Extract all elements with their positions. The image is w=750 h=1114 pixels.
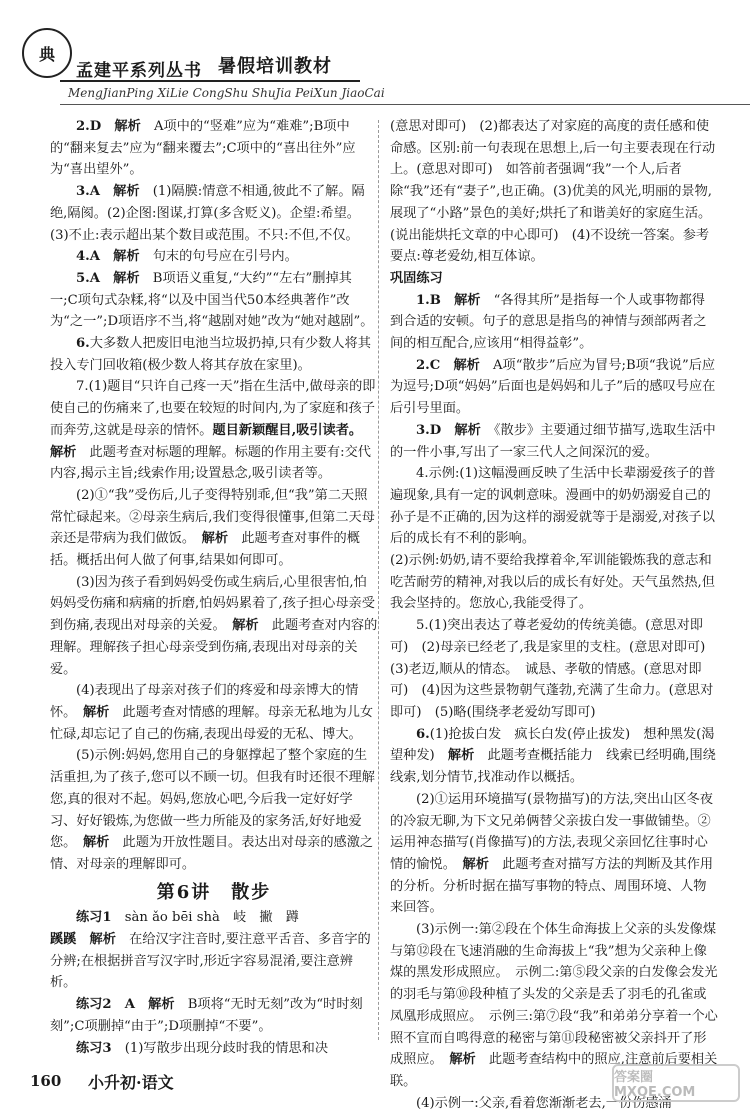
answer-paragraph: 练习2 A 解析 B项将“无时无刻”改为“时时刻刻”;C项删掉“由于”;D项删掉“不要”。 [50,997,363,1034]
answer-paragraph: 5.(1)突出表达了尊老爱幼的传统美德。(意思对即可) (2)母亲已经老了,我是家里的支柱。(意思对即可) (3)老迈,顺从的情态。 诚恳、孝敬的情感。(意思对即可) (4)因为这些景物朝气蓬勃,充满了生命力。(意思对即可) (5)略(围绕孝老爱幼写即可) [390,618,719,720]
answer-paragraph: 2.D 解析 A项中的“竖难”应为“难难”;B项中的“翻来复去”应为“翻来覆去”;C项中的“喜出往外”应为“喜出望外”。 [50,119,356,178]
series-title: 孟建平系列丛书 [76,61,202,81]
answer-paragraph: 巩固练习 [390,270,443,286]
watermark-logo: 答案圈 MXQE.COM [612,1064,740,1102]
left-column [50,116,378,1059]
answer-paragraph: 练习3 (1)写散步出现分歧时我的情思和决 [76,1040,329,1056]
answer-paragraph: 7.(1)题目“只许自己疼一天”指在生活中,做母亲的即使自己的伤痛来了,也要在较短的时间内,为了家庭和孩子而奔劳,这就是母亲的情怀。题目新颖醒目,吸引读者。 解析 此题考查对标题的理解。标题的作用主要有:交代内容,揭示主旨;线索作用;设置悬念,吸引读者等。 [50,379,376,482]
left-answers [50,116,378,876]
answer-paragraph: 1.B 解析 “各得其所”是指每一个人或事物都得到合适的安顿。句子的意思是指鸟的神情与颈部两者之间的相互配合,应该用“相得益彰”。 [390,292,707,352]
header-pinyin: MengJianPing XiLie CongShu ShuJia PeiXun JiaoCai [68,86,385,100]
answer-paragraph: 3.D 解析 《散步》主要通过细节描写,选取生活中的一件小事,写出了一家三代人之间深沉的爱。 [390,422,716,460]
page-header [0,0,750,112]
answer-paragraph: (4)示例一:父亲,看着您渐渐老去,一份伤感涌 [416,1095,672,1111]
page-footer [0,1060,750,1103]
answer-paragraph: 4.A 解析 句末的句号应在引号内。 [76,249,298,265]
column-divider [378,120,379,1040]
answer-paragraph: 6.(1)抢拔白发 疯长白发(停止拔发) 想种黑发(渴望种发) 解析 此题考查概括能力 线索已经明确,围绕线索,划分情节,找准动作以概括。 [390,726,716,786]
answer-paragraph: (5)示例:妈妈,您用自己的身躯撑起了整个家庭的生活重担,为了孩子,您可以不顾一切。但我有时还很不理解您,真的很对不起。妈妈,您放心吧,今后我一定好好学习、好好锻炼,为您做一些力所能及的家务活,好好地爱您。 解析 此题为开放性题目。表达出对母亲的感激之情、对母亲的理解即可。 [50,748,375,872]
answer-paragraph: (2)①运用环境描写(景物描写)的方法,突出山区冬夜的冷寂无聊,为下文兄弟俩替父亲拔白发一事做铺垫。②运用神态描写(肖像描写)的方法,表现父亲回忆往事时心情的愉悦。 解析 此题考查对描写方法的判断及其作用的分析。分析时据在描写事物的特点、周围环境、人物来回答。 [390,791,714,916]
answer-paragraph: (4)表现出了母亲对孩子们的疼爱和母亲博大的情怀。 解析 此题考查对情感的理解。母亲无私地为儿女忙碌,却忘记了自己的伤痛,表现出母爱的无私、博大。 [50,683,374,742]
page-number: 160 [30,1072,62,1090]
right-column [390,116,718,1114]
answer-paragraph: 4.示例:(1)这幅漫画反映了生活中长辈溺爱孩子的普遍现象,具有一定的讽刺意味。漫画中的奶奶溺爱自己的孙子是不正确的,因为这样的溺爱就等于是溺爱,对孩子以后的成长有不利的影响。 [390,466,716,547]
lecture-answers [50,907,378,1059]
publisher-logo: 典 [22,28,72,78]
answer-paragraph: 2.C 解析 A项“散步”后应为冒号;B项“我说”后应为逗号;D项“妈妈”后面也是妈妈和儿子”后的感叹号应在后引号里面。 [390,357,716,417]
lecture-title: 第6讲 散步 [156,881,272,903]
answer-paragraph: (3)因为孩子看到妈妈受伤或生病后,心里很害怕,怕妈妈受伤痛和病痛的折磨,怕妈妈累着了,孩子担心母亲受到伤痛,表现出对母亲的关爱。 解析 此题考查对内容的理解。理解孩子担心母亲受到伤痛,表现出对母亲的关爱。 [50,574,378,677]
footer-brand: 小升初·语文 [88,1073,174,1092]
book-title: 暑假培训教材 [218,56,332,77]
answer-paragraph: 练习1 sàn ǎo bēi shà 岐 撇 蹲 [76,910,299,926]
answer-paragraph: (2)①“我”受伤后,儿子变得特别乖,但“我”第二天照常忙碌起来。②母亲生病后,我们变得很懂事,但第二天母亲还是带病为我们做饭。 解析 此题考查对事件的概括。概括出何人做了何事,结果如何即可。 [50,487,375,569]
answer-paragraph: 5.A 解析 B项语义重复,“大约”“左右”删掉其一;C项句式杂糅,将“以及中国当代50本经典著作”改为“之一”;D项语序不当,将“越剧对她”改为“她对越剧”。 [50,270,374,330]
header-rule [60,80,360,82]
answer-paragraph: 3.A 解析 (1)隔膜:情意不相通,彼此不了解。隔绝,隔阂。(2)企图:图谋,打算(多含贬义)。企望:希望。(3)不止:表示超出某个数目或范围。不只:不但,不仅。 [50,184,365,243]
right-answers [390,116,718,1114]
header-rule-bottom [60,104,750,105]
answer-paragraph: (3)示例一:第②段在个体生命海拔上父亲的头发像煤与第⑫段在飞速消融的生命海拔上“我”想为父亲种上像煤的黑发形成照应。 示例二:第⑤段父亲的白发像会发光的羽毛与第⑩段种植了头发的父亲是丢了羽毛的孔雀或凤凰形成照应。 示例三:第⑦段“我”和弟弟分享着一个心照不宣而自鸣得意的秘密与第⑪段秘密被父亲抖开了形成照应。 解析 此题考查结构中的照应,注意前后要相关联。 [390,922,718,1089]
answer-paragraph: (意思对即可) (2)都表达了对家庭的高度的责任感和使命感。区别:前一句表现在思想上,后一句主要表现在行动上。(意思对即可) 如答前者强调“我”一个人,后者除“我”还有“妻子”,也正确。(3)优美的风光,明丽的景物,展现了“小路”景色的美好;烘托了和谐美好的家庭生活。(说出能烘托文章的中心即可) (4)不设统一答案。参考要点:尊老爱幼,相互体谅。 [390,119,716,265]
answer-paragraph: 蹊蹊 解析 在给汉字注音时,要注意平舌音、多音字的分辨;在根据拼音写汉字时,形近字容易混淆,要注意辨析。 [50,932,371,991]
answer-paragraph: 6.大多数人把废旧电池当垃圾扔掉,只有少数人将其投入专门回收箱(极少数人将其存放在家里)。 [50,336,371,373]
answer-paragraph: (2)示例:奶奶,请不要给我撑着伞,军训能锻炼我的意志和吃苦耐劳的精神,对我以后的成长有好处。天气虽然热,但我会坚持的。您放心,我能受得了。 [390,553,715,612]
